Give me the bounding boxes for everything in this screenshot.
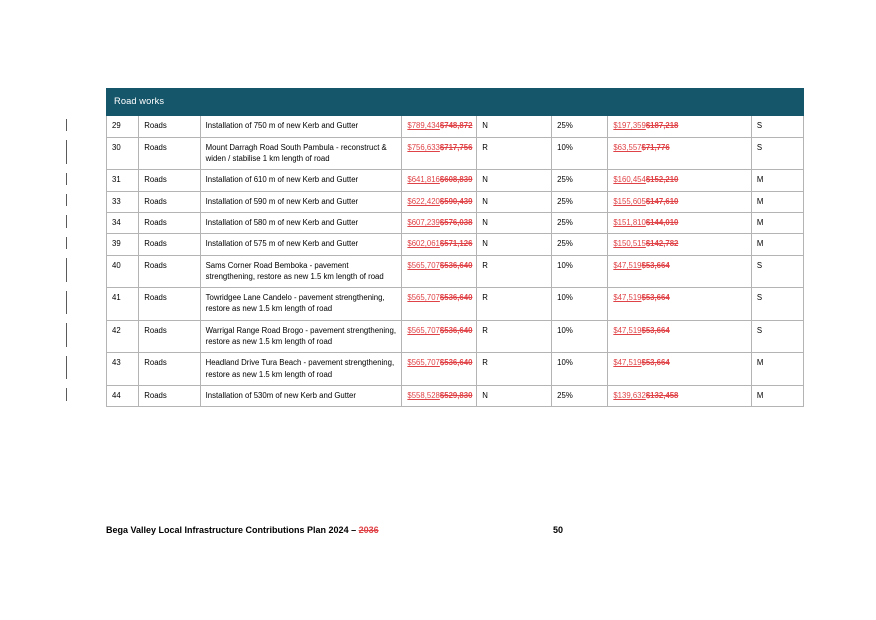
table-row [107, 320, 804, 353]
row-description-cell: Towridgee Lane Candelo - pavement strengthening, restore as new 1.5 km length of road [200, 288, 402, 321]
row-cost-cell [402, 385, 477, 406]
row-apportionment-cell: 10% [552, 353, 608, 386]
row-category-cell: S [751, 320, 803, 353]
road-works-table [106, 88, 804, 407]
road-works-table-body [107, 116, 804, 407]
row-cost-cell-inserted: $565,707 [407, 260, 440, 270]
row-type-cell: Roads [139, 353, 200, 386]
row-cost-cell [402, 116, 477, 137]
row-type-cell: Roads [139, 170, 200, 191]
row-id-cell: 40 [107, 255, 139, 288]
row-contribution-cell-inserted: $139,632 [613, 390, 646, 400]
row-contribution-cell-deleted: $142,782 [645, 239, 679, 249]
row-cost-cell-inserted: $565,707 [407, 358, 440, 368]
row-cost-cell [402, 191, 477, 212]
row-contribution-cell [608, 385, 752, 406]
row-description-cell: Installation of 580 m of new Kerb and Gutter [200, 212, 402, 233]
row-new-replacement-cell: R [477, 255, 552, 288]
row-contribution-cell [608, 320, 752, 353]
table-row [107, 170, 804, 191]
row-category-cell: S [751, 116, 803, 137]
row-id-cell: 39 [107, 234, 139, 255]
row-category-cell: M [751, 385, 803, 406]
row-id-cell: 34 [107, 212, 139, 233]
footer-document-title [106, 525, 379, 535]
row-type-cell: Roads [139, 385, 200, 406]
row-cost-cell-deleted: $571,126 [439, 239, 473, 249]
row-type-cell: Roads [139, 288, 200, 321]
row-type-cell: Roads [139, 137, 200, 170]
row-cost-cell-inserted: $602,061 [407, 239, 440, 249]
row-new-replacement-cell: R [477, 137, 552, 170]
row-contribution-cell-inserted: $155,605 [613, 196, 646, 206]
row-cost-cell-deleted: $590,439 [439, 196, 473, 206]
table-row [107, 288, 804, 321]
row-type-cell: Roads [139, 255, 200, 288]
revision-change-bar [66, 140, 67, 164]
revision-change-bar [66, 291, 67, 315]
revision-change-bar [66, 215, 67, 227]
row-cost-cell [402, 320, 477, 353]
row-description-cell: Installation of 610 m of new Kerb and Gutter [200, 170, 402, 191]
row-contribution-cell [608, 191, 752, 212]
table-row [107, 255, 804, 288]
row-new-replacement-cell: N [477, 212, 552, 233]
table-banner-label: Road works [107, 89, 804, 116]
row-cost-cell-inserted: $565,707 [407, 293, 440, 303]
footer-title-year-deleted: 2036 [358, 525, 379, 535]
row-category-cell: S [751, 288, 803, 321]
row-contribution-cell [608, 212, 752, 233]
row-cost-cell [402, 353, 477, 386]
table-row [107, 212, 804, 233]
row-cost-cell [402, 212, 477, 233]
revision-change-bar [66, 194, 67, 206]
row-cost-cell-deleted: $717,756 [439, 142, 473, 152]
row-cost-cell [402, 234, 477, 255]
row-cost-cell-inserted: $565,707 [407, 325, 440, 335]
row-apportionment-cell: 10% [552, 288, 608, 321]
row-contribution-cell-inserted: $47,519 [613, 293, 642, 303]
row-cost-cell-inserted: $756,633 [407, 142, 440, 152]
row-description-cell: Installation of 750 m of new Kerb and Gutter [200, 116, 402, 137]
row-description-cell: Headland Drive Tura Beach - pavement strengthening, restore as new 1.5 km length of road [200, 353, 402, 386]
row-new-replacement-cell: N [477, 191, 552, 212]
row-contribution-cell-deleted: $53,664 [641, 358, 670, 368]
table-row [107, 191, 804, 212]
row-id-cell: 33 [107, 191, 139, 212]
row-apportionment-cell: 25% [552, 234, 608, 255]
row-id-cell: 30 [107, 137, 139, 170]
revision-change-bar [66, 119, 67, 131]
row-description-cell: Sams Corner Road Bemboka - pavement strengthening, restore as new 1.5 km length of road [200, 255, 402, 288]
row-new-replacement-cell: N [477, 116, 552, 137]
row-contribution-cell-inserted: $47,519 [613, 358, 642, 368]
row-contribution-cell-deleted: $132,458 [645, 390, 679, 400]
row-apportionment-cell: 25% [552, 385, 608, 406]
row-contribution-cell-inserted: $151,810 [613, 217, 646, 227]
row-new-replacement-cell: N [477, 385, 552, 406]
row-cost-cell-inserted: $558,528 [407, 390, 440, 400]
row-category-cell: M [751, 234, 803, 255]
row-cost-cell-deleted: $748,872 [439, 121, 473, 131]
row-apportionment-cell: 10% [552, 320, 608, 353]
revision-change-bar [66, 173, 67, 185]
row-apportionment-cell: 25% [552, 170, 608, 191]
revision-change-bar [66, 356, 67, 380]
row-contribution-cell [608, 234, 752, 255]
row-cost-cell-deleted: $536,640 [439, 358, 473, 368]
row-cost-cell-deleted: $536,640 [439, 325, 473, 335]
row-cost-cell-deleted: $536,640 [439, 260, 473, 270]
row-apportionment-cell: 10% [552, 255, 608, 288]
row-description-cell: Installation of 590 m of new Kerb and Gutter [200, 191, 402, 212]
row-contribution-cell [608, 170, 752, 191]
row-id-cell: 42 [107, 320, 139, 353]
table-row [107, 116, 804, 137]
table-row [107, 353, 804, 386]
row-apportionment-cell: 25% [552, 191, 608, 212]
row-apportionment-cell: 25% [552, 212, 608, 233]
revision-change-bar [66, 258, 67, 282]
row-cost-cell-deleted: $608,839 [439, 175, 473, 185]
footer-title-prefix: Bega Valley Local Infrastructure Contributions Plan 2024 [106, 525, 352, 535]
row-new-replacement-cell: N [477, 234, 552, 255]
row-new-replacement-cell: N [477, 170, 552, 191]
row-category-cell: M [751, 191, 803, 212]
revision-change-bar [66, 237, 67, 249]
row-contribution-cell-deleted: $53,664 [641, 260, 670, 270]
row-contribution-cell-deleted: $144,010 [645, 217, 679, 227]
row-type-cell: Roads [139, 212, 200, 233]
row-contribution-cell-deleted: $152,210 [645, 175, 679, 185]
table-row [107, 385, 804, 406]
row-description-cell: Installation of 530m of new Kerb and Gutter [200, 385, 402, 406]
row-contribution-cell-deleted: $53,664 [641, 293, 670, 303]
row-contribution-cell [608, 137, 752, 170]
row-contribution-cell [608, 288, 752, 321]
row-type-cell: Roads [139, 234, 200, 255]
row-id-cell: 31 [107, 170, 139, 191]
row-contribution-cell-inserted: $47,519 [613, 325, 642, 335]
row-description-cell: Installation of 575 m of new Kerb and Gutter [200, 234, 402, 255]
row-contribution-cell-deleted: $147,610 [645, 196, 679, 206]
row-contribution-cell-inserted: $63,557 [613, 142, 642, 152]
table-banner-row [107, 89, 804, 116]
row-new-replacement-cell: R [477, 320, 552, 353]
row-cost-cell-inserted: $641,816 [407, 175, 440, 185]
footer-title-dash: – [351, 525, 359, 535]
row-contribution-cell-inserted: $150,515 [613, 239, 646, 249]
row-cost-cell [402, 288, 477, 321]
page-footer [0, 525, 876, 545]
row-cost-cell-inserted: $622,420 [407, 196, 440, 206]
row-contribution-cell-deleted: $71,776 [641, 142, 670, 152]
row-category-cell: M [751, 212, 803, 233]
table-row [107, 234, 804, 255]
row-cost-cell-deleted: $529,830 [439, 390, 473, 400]
row-contribution-cell [608, 353, 752, 386]
row-category-cell: S [751, 137, 803, 170]
row-cost-cell-inserted: $607,239 [407, 217, 440, 227]
row-contribution-cell-deleted: $53,664 [641, 325, 670, 335]
row-new-replacement-cell: R [477, 288, 552, 321]
row-apportionment-cell: 25% [552, 116, 608, 137]
row-new-replacement-cell: R [477, 353, 552, 386]
row-id-cell: 29 [107, 116, 139, 137]
row-category-cell: M [751, 170, 803, 191]
row-id-cell: 41 [107, 288, 139, 321]
row-cost-cell [402, 255, 477, 288]
row-type-cell: Roads [139, 191, 200, 212]
row-description-cell: Warrigal Range Road Brogo - pavement strengthening, restore as new 1.5 km length of road [200, 320, 402, 353]
row-id-cell: 43 [107, 353, 139, 386]
row-contribution-cell-inserted: $160,454 [613, 175, 646, 185]
row-contribution-cell-inserted: $47,519 [613, 260, 642, 270]
row-contribution-cell-deleted: $187,218 [645, 121, 679, 131]
row-contribution-cell [608, 116, 752, 137]
row-category-cell: M [751, 353, 803, 386]
row-type-cell: Roads [139, 320, 200, 353]
row-apportionment-cell: 10% [552, 137, 608, 170]
row-cost-cell [402, 137, 477, 170]
row-cost-cell [402, 170, 477, 191]
table-row [107, 137, 804, 170]
row-description-cell: Mount Darragh Road South Pambula - reconstruct & widen / stabilise 1 km length of road [200, 137, 402, 170]
revision-change-bar [66, 323, 67, 347]
row-contribution-cell [608, 255, 752, 288]
revision-change-bar [66, 388, 67, 400]
row-type-cell: Roads [139, 116, 200, 137]
row-cost-cell-inserted: $789,434 [407, 121, 440, 131]
row-cost-cell-deleted: $576,038 [439, 217, 473, 227]
row-cost-cell-deleted: $536,640 [439, 293, 473, 303]
row-contribution-cell-inserted: $197,359 [613, 121, 646, 131]
footer-page-number: 50 [553, 525, 564, 535]
row-id-cell: 44 [107, 385, 139, 406]
row-category-cell: S [751, 255, 803, 288]
